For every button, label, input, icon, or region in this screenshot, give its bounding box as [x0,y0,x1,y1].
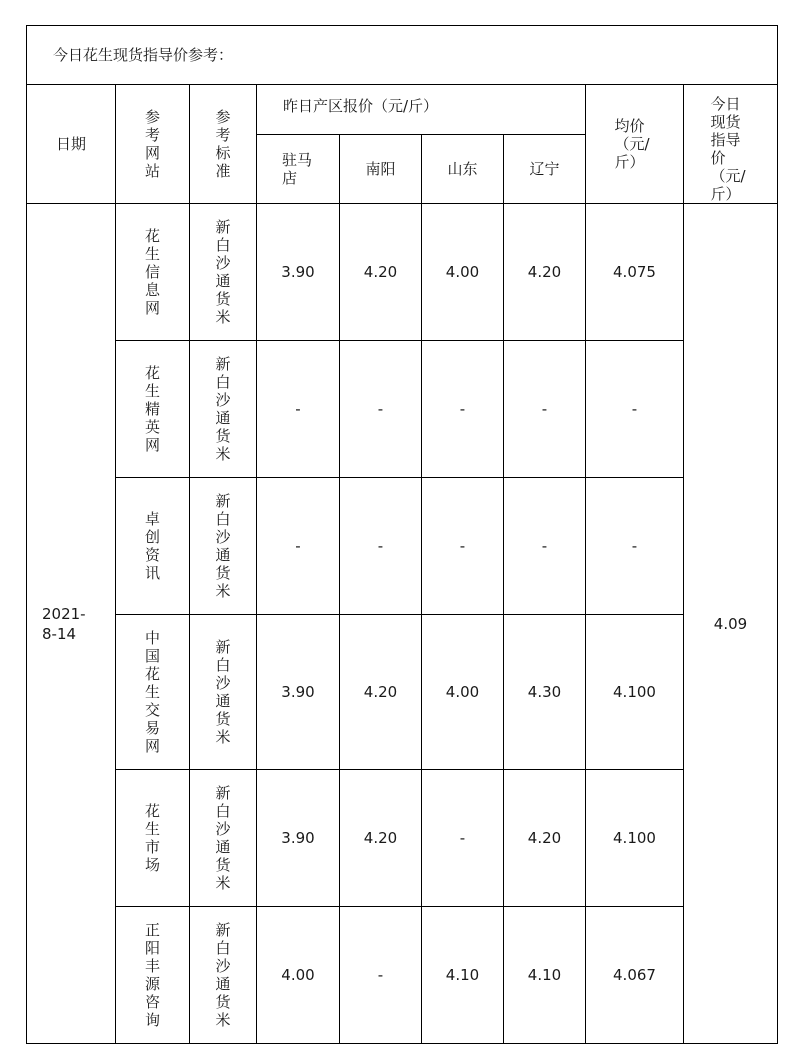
shandong-cell [422,204,504,341]
zhumadian-cell [257,204,340,341]
site-text: 花生信息网 [144,227,160,317]
header-liaoning-text: 辽宁 [529,160,560,178]
zhumadian-value: 3.90 [281,263,315,281]
table-row [27,770,778,907]
today-price-cell [684,204,778,1044]
standard-cell [190,478,257,615]
standard-cell [190,204,257,341]
header-avg [586,85,684,204]
standard-text: 新白沙通货米 [215,355,231,463]
header-zhumadian [257,135,340,204]
zhumadian-value: - [295,537,301,555]
zhumadian-value: 4.00 [281,966,315,984]
zhumadian-value: - [295,400,301,418]
liaoning-cell [504,478,586,615]
nanyang-value: 4.20 [363,683,398,701]
nanyang-value: - [377,966,384,984]
avg-value: 4.100 [613,829,656,847]
header-website-text: 参考网站 [144,108,160,180]
standard-text: 新白沙通货米 [215,492,231,600]
zhumadian-cell [257,615,340,770]
site-cell [116,770,190,907]
standard-text: 新白沙通货米 [215,784,231,892]
standard-cell [190,907,257,1044]
liaoning-value: 4.20 [527,829,562,847]
table-caption-text: 今日花生现货指导价参考： [53,46,234,64]
header-zhumadian-text: 驻马店 [282,151,313,187]
standard-cell [190,341,257,478]
nanyang-cell [340,204,422,341]
table-row [27,907,778,1044]
nanyang-value: 4.20 [363,829,398,847]
avg-cell [586,907,684,1044]
table-row [27,615,778,770]
site-text: 卓创资讯 [144,510,160,582]
shandong-cell [422,770,504,907]
header-date [27,85,116,204]
date-cell [27,204,116,1044]
header-date-text: 日期 [55,135,86,153]
zhumadian-cell [257,341,340,478]
shandong-cell [422,478,504,615]
date-text: 2021-8-14 [42,604,86,643]
header-today [684,85,778,204]
zhumadian-cell [257,478,340,615]
liaoning-value: - [541,537,548,555]
liaoning-value: 4.30 [527,683,562,701]
shandong-value: 4.00 [445,683,480,701]
header-standard-text: 参考标准 [215,108,231,180]
shandong-value: 4.00 [445,263,480,281]
avg-cell [586,770,684,907]
liaoning-cell [504,341,586,478]
site-text: 正阳丰源咨询 [144,921,160,1029]
nanyang-cell [340,341,422,478]
avg-cell [586,341,684,478]
nanyang-cell [340,770,422,907]
avg-value: - [631,537,638,555]
avg-value: 4.075 [613,263,656,281]
avg-cell [586,204,684,341]
shandong-cell [422,907,504,1044]
liaoning-cell [504,204,586,341]
header-avg-text: 均价（元/斤） [614,117,650,171]
zhumadian-value: 3.90 [281,829,315,847]
zhumadian-value: 3.90 [281,683,315,701]
nanyang-cell [340,478,422,615]
site-text: 花生市场 [144,802,160,874]
header-shandong [422,135,504,204]
price-reference-table [26,25,778,1044]
liaoning-value: - [541,400,548,418]
site-cell [116,341,190,478]
nanyang-value: - [377,400,384,418]
site-text: 花生精英网 [144,364,160,454]
site-cell [116,478,190,615]
table-row [27,204,778,341]
shandong-value: - [459,829,466,847]
table-row [27,341,778,478]
nanyang-cell [340,615,422,770]
liaoning-value: 4.10 [527,966,562,984]
caption-row [27,26,778,85]
nanyang-cell [340,907,422,1044]
today-price-value: 4.09 [713,614,748,633]
standard-text: 新白沙通货米 [215,638,231,746]
standard-text: 新白沙通货米 [215,218,231,326]
shandong-cell [422,615,504,770]
liaoning-value: 4.20 [527,263,562,281]
standard-cell [190,770,257,907]
header-yesterday-group-text: 昨日产区报价（元/斤） [283,97,439,115]
nanyang-value: 4.20 [363,263,398,281]
avg-value: 4.100 [613,683,656,701]
zhumadian-cell [257,907,340,1044]
shandong-value: - [459,537,466,555]
site-cell [116,907,190,1044]
header-yesterday-group [257,85,586,135]
header-liaoning [504,135,586,204]
shandong-value: 4.10 [445,966,480,984]
liaoning-cell [504,770,586,907]
table-caption [27,26,778,85]
header-today-text: 今日现货指导价（元/斤） [710,95,746,203]
site-cell [116,615,190,770]
header-nanyang-text: 南阳 [365,160,396,178]
header-standard [190,85,257,204]
header-shandong-text: 山东 [447,160,478,178]
table-row [27,478,778,615]
zhumadian-cell [257,770,340,907]
avg-cell [586,615,684,770]
avg-cell [586,478,684,615]
liaoning-cell [504,615,586,770]
header-row-1 [27,85,778,135]
standard-cell [190,615,257,770]
liaoning-cell [504,907,586,1044]
header-website [116,85,190,204]
shandong-value: - [459,400,466,418]
avg-value: 4.067 [613,966,656,984]
avg-value: - [631,400,638,418]
standard-text: 新白沙通货米 [215,921,231,1029]
site-cell [116,204,190,341]
nanyang-value: - [377,537,384,555]
header-nanyang [340,135,422,204]
site-text: 中国花生交易网 [144,629,160,755]
shandong-cell [422,341,504,478]
